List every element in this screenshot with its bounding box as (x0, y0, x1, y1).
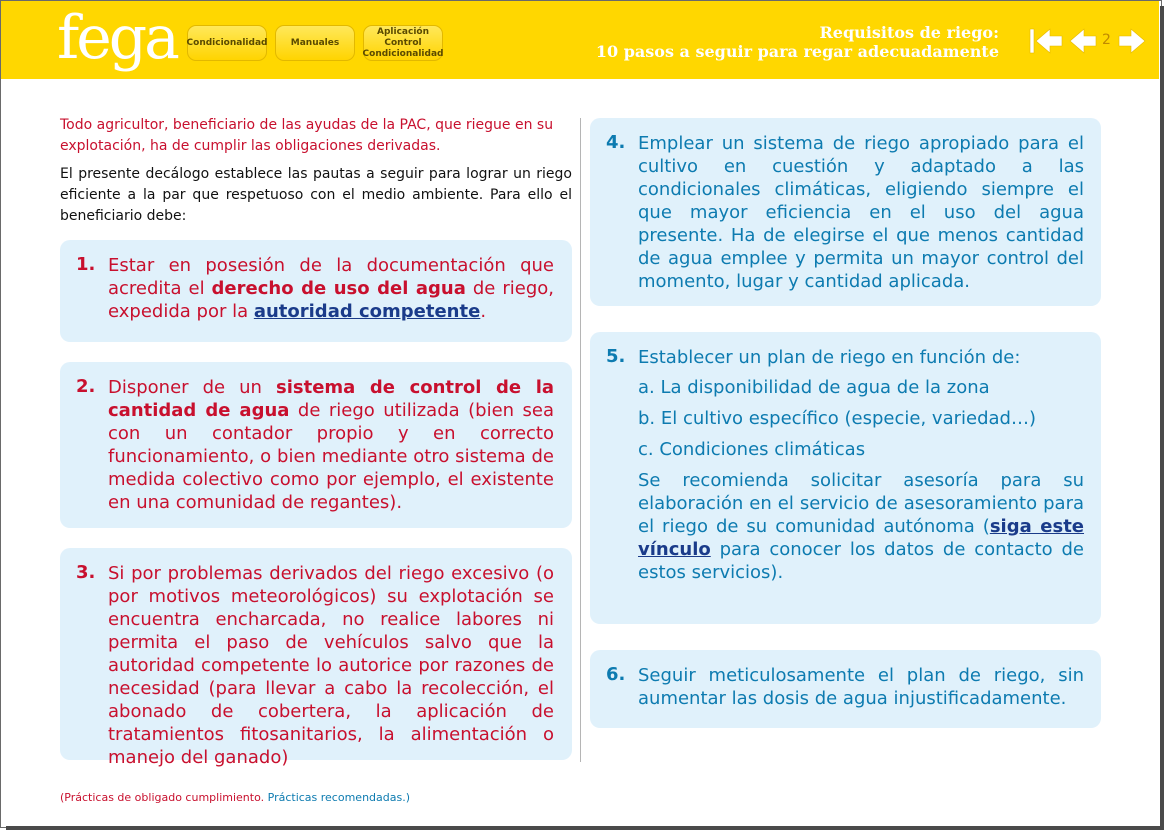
aplicacion-control-label-line3: Condicionalidad (362, 48, 444, 59)
step-5-number: 5. (606, 346, 626, 367)
step-2-number: 2. (76, 376, 96, 397)
step-2-text (108, 376, 554, 514)
step-3-box (60, 548, 572, 768)
intro-description-text: El presente decálogo establece las pautas a seguir para lograr un riego eficiente a la par que respetuoso con el medio ambiente. Para ello el beneficiario debe: (60, 166, 572, 224)
aplicacion-control-label-line1: Aplicación (377, 26, 429, 37)
step-5-box (590, 332, 1101, 624)
step-3-number: 3. (76, 562, 96, 583)
step-5-note (638, 469, 1084, 584)
step-5-item-a: a. La disponibilidad de agua de la zona (638, 377, 990, 398)
autoridad-competente-link[interactable]: autoridad competente (253, 301, 481, 322)
step-6-box (590, 650, 1101, 728)
step-1-bold: derecho de uso del agua (211, 278, 466, 299)
step-5-note-b: para conocer los datos de contacto de estos servicios). (638, 539, 1084, 583)
step-1-box (60, 240, 572, 342)
step-2-text-b: de riego utilizada (bien sea con un contador propio y en correcto funcionamiento, o bien mediante otro sistema de medida colectivo como por ejemplo, el existente en una comunidad de regantes). (108, 400, 554, 513)
footer-open-paren: ( (60, 791, 65, 804)
page-shadow-right (1160, 6, 1164, 830)
step-5-item-b: b. El cultivo específico (especie, variedad…) (638, 408, 1036, 429)
page-title (596, 23, 999, 61)
step-2-box (60, 362, 572, 528)
manuales-button[interactable]: Manuales (275, 25, 355, 61)
page-number: 2 (1102, 32, 1111, 48)
step-6-number: 6. (606, 664, 626, 685)
step-2-bold: sistema de control de la cantidad de agua (108, 377, 555, 421)
step-1-text-b: de riego, expedida por la (108, 278, 554, 322)
aplicacion-control-button[interactable] (363, 25, 443, 61)
step-1-text-c: . (480, 301, 487, 322)
step-4-text: Emplear un sistema de riego apropiado para el cultivo en cuestión y adaptado a las condicionales climáticas, eligiendo siempre el que mayor eficiencia en el uso del agua presente. Ha de elegirse el que menos cantidad de agua emplee y permita un mayor control del momento, lugar y cantidad aplicada. (638, 133, 1084, 292)
step-1-text (108, 254, 554, 323)
condicionalidad-button[interactable]: Condicionalidad (187, 25, 267, 61)
fega-logo[interactable]: fega (57, 3, 177, 73)
footer-legend (60, 791, 410, 804)
step-5-item-c: c. Condiciones climáticas (638, 439, 866, 460)
title-line-2: 10 pasos a seguir para regar adecuadamente (595, 42, 999, 61)
step-6-text: Seguir meticulosamente el plan de riego, sin aumentar las dosis de agua injustificadamente. (638, 665, 1084, 709)
step-4-number: 4. (606, 132, 626, 153)
step-2-text-a: Disponer de un (108, 377, 276, 398)
legend-mandatory: Prácticas de obligado cumplimiento. (64, 791, 265, 804)
aplicacion-control-label-line2: Control (384, 37, 422, 48)
column-divider (580, 118, 581, 762)
legend-recommended: Prácticas recomendadas. (267, 791, 406, 804)
footer-close-paren: ) (405, 791, 411, 804)
siga-este-vinculo-link[interactable]: siga este vínculo (638, 516, 1085, 560)
step-4-box (590, 118, 1101, 306)
step-3-text: Si por problemas derivados del riego excesivo (o por motivos meteorológicos) su explotación se encuentra encharcada, no realice labores ni permita el paso de vehículos salvo que la autoridad competente lo autorice por razones de necesidad (para llevar a cabo la recolección, el abonado de cobertera, la aplicación de tratamientos fitosanitarios, la alimentación o manejo del ganado) (108, 563, 554, 768)
page-shadow-bottom (6, 826, 1164, 830)
first-page-icon[interactable] (1029, 27, 1063, 55)
step-5-note-a: Se recomienda solicitar asesoría para su elaboración en el servicio de asesoramiento para el riego de su comunidad autónoma ( (638, 470, 1084, 537)
intro-obligation-text: Todo agricultor, beneficiario de las ayudas de la PAC, que riegue en su explotación, ha de cumplir las obligaciones derivadas. (60, 117, 554, 154)
step-5-text: Establecer un plan de riego en función de: (638, 347, 1021, 368)
previous-page-icon[interactable] (1069, 27, 1097, 55)
next-page-icon[interactable] (1118, 27, 1146, 55)
header-bar (1, 1, 1159, 79)
title-line-1: Requisitos de riego: (819, 23, 999, 42)
step-1-number: 1. (76, 254, 96, 275)
step-1-text-a: Estar en posesión de la documentación que acredita el (108, 255, 554, 299)
